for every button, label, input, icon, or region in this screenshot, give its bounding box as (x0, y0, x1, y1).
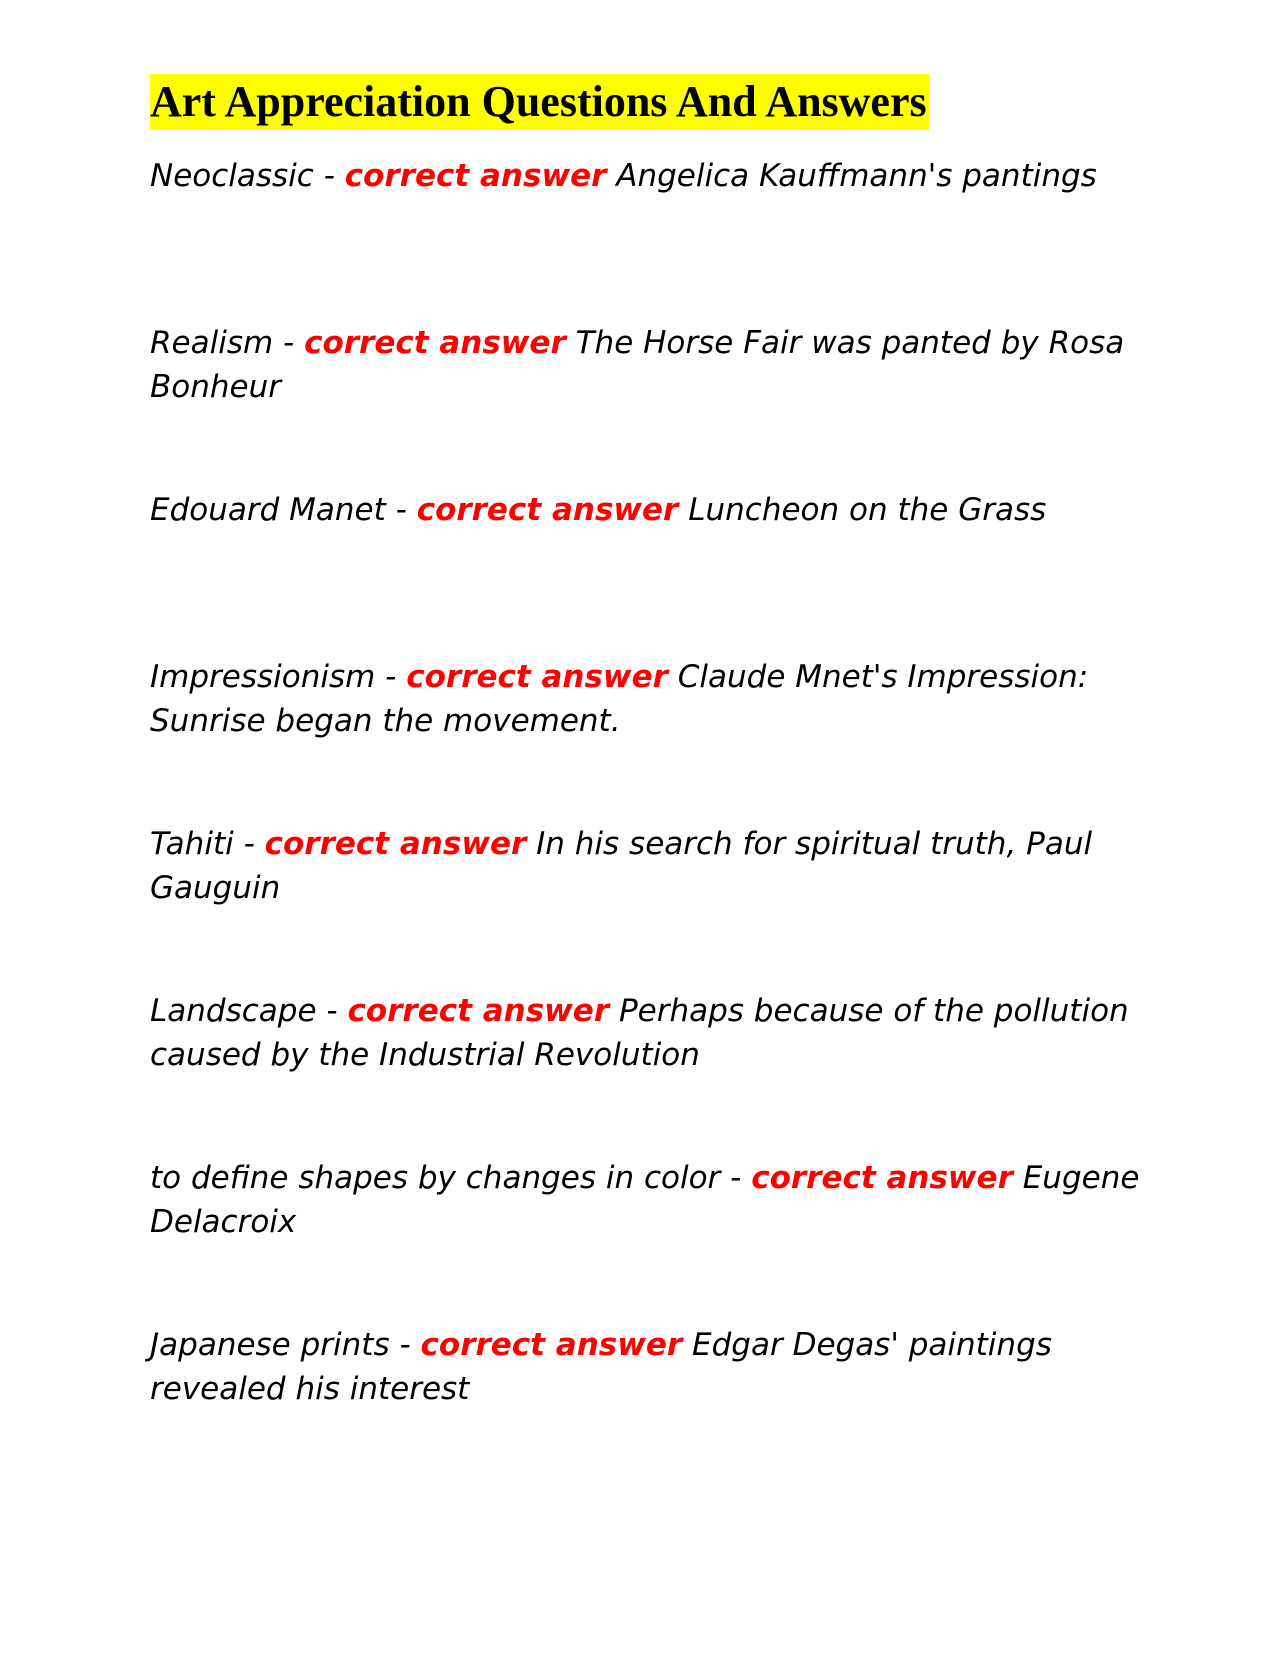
separator: - (385, 492, 417, 528)
question-text: Tahiti (150, 826, 234, 862)
qa-item (150, 488, 1140, 611)
separator: - (375, 659, 407, 695)
question-text: Edouard Manet (150, 492, 386, 528)
question-text: Neoclassic (150, 158, 314, 194)
answer-label: correct answer (304, 325, 566, 361)
qa-item (150, 1323, 1140, 1446)
answer-text: Luncheon on the Grass (688, 492, 1047, 528)
answer-label: correct answer (344, 158, 607, 194)
answer-text: The Horse Fair was panted by Rosa Bonheur (150, 325, 1125, 405)
separator: - (316, 993, 348, 1029)
qa-item (150, 321, 1140, 444)
separator: - (389, 1327, 421, 1363)
answer-label: correct answer (420, 1327, 683, 1363)
separator: - (233, 826, 265, 862)
qa-item (150, 154, 1140, 277)
qa-item (150, 989, 1140, 1112)
separator: - (313, 158, 345, 194)
answer-label: correct answer (406, 659, 668, 695)
answer-label: correct answer (347, 993, 610, 1029)
question-text: Realism (150, 325, 274, 361)
answer-text: Claude Mnet's Impression: Sunrise began the movement. (150, 659, 1089, 739)
qa-item (150, 655, 1140, 778)
question-text: Landscape (150, 993, 317, 1029)
answer-label: correct answer (416, 492, 679, 528)
answer-text: Angelica Kauffmann's pantings (616, 158, 1097, 194)
answer-text: Edgar Degas' paintings revealed his interest (150, 1327, 1052, 1407)
question-text: Japanese prints (150, 1327, 390, 1363)
answer-text: Eugene Delacroix (150, 1160, 1140, 1240)
qa-item (150, 1156, 1140, 1279)
separator: - (720, 1160, 752, 1196)
answer-label: correct answer (264, 826, 527, 862)
document-page (150, 74, 1140, 1446)
qa-item (150, 822, 1140, 945)
answer-text: In his search for spiritual truth, Paul Gauguin (150, 826, 1093, 906)
question-text: to define shapes by changes in color (150, 1160, 721, 1196)
question-text: Impressionism (150, 659, 376, 695)
answer-label: correct answer (751, 1160, 1013, 1196)
page-title: Art Appreciation Questions And Answers (150, 74, 929, 130)
qa-list (150, 154, 1140, 1446)
answer-text: Perhaps because of the pollution caused by the Industrial Revolution (150, 993, 1129, 1073)
separator: - (273, 325, 305, 361)
